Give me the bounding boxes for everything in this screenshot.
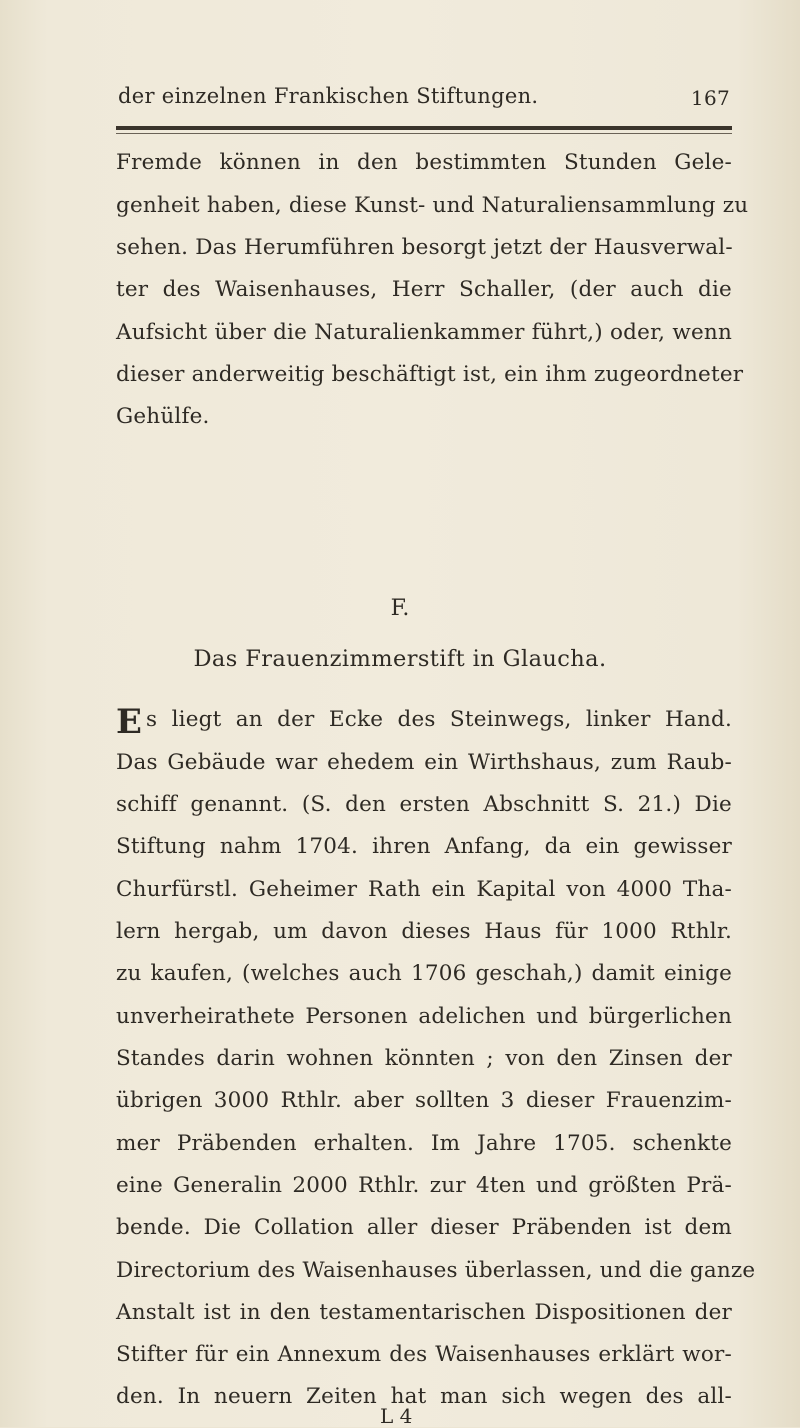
paragraph1-line: Fremde können in den bestimmten Stunden Gele- <box>116 150 732 175</box>
paragraph2-line: s liegt an der Ecke des Steinwegs, linker Hand. <box>146 707 732 732</box>
paragraph2-line: Standes darin wohnen könnten ; von den Zinsen der <box>116 1046 732 1071</box>
running-head-title: der einzelnen Frankischen Stiftungen. <box>118 84 539 108</box>
drop-initial: E <box>116 702 142 742</box>
paragraph2-line: Stifter für ein Annexum des Waisenhauses erklärt wor- <box>116 1342 732 1367</box>
paragraph1-line: ter des Waisenhauses, Herr Schaller, (der auch die <box>116 277 732 302</box>
signature-mark: L 4 <box>380 1404 413 1428</box>
section-letter: F. <box>390 596 410 621</box>
paragraph2-line: bende. Die Collation aller dieser Präbenden ist dem <box>116 1215 732 1240</box>
header-rule-thin <box>116 133 732 134</box>
running-head <box>118 78 730 118</box>
section-title: Das Frauenzimmerstift in Glaucha. <box>193 646 607 672</box>
paragraph1-line: Aufsicht über die Naturalienkammer führt,) oder, wenn <box>116 320 732 345</box>
paragraph2-line: Directorium des Waisenhauses überlassen, und die ganze <box>116 1258 756 1283</box>
paragraph1-line: dieser anderweitig beschäftigt ist, ein ihm zugeordneter <box>116 362 744 387</box>
paragraph2-line: Churfürstl. Geheimer Rath ein Kapital von 4000 Tha- <box>116 877 732 902</box>
paragraph2-line: schiff genannt. (S. den ersten Abschnitt S. 21.) Die <box>116 792 732 817</box>
paragraph2-line: Das Gebäude war ehedem ein Wirthshaus, zum Raub- <box>116 750 732 775</box>
paragraph2-line: übrigen 3000 Rthlr. aber sollten 3 dieser Frauenzim- <box>116 1088 732 1113</box>
paragraph2-line: lern hergab, um davon dieses Haus für 1000 Rthlr. <box>116 919 732 944</box>
paragraph1-line: sehen. Das Herumführen besorgt jetzt der Hausverwal- <box>116 235 733 260</box>
paragraph1-line: genheit haben, diese Kunst- und Naturaliensammlung zu <box>116 193 749 218</box>
paragraph2-line: den. In neuern Zeiten hat man sich wegen des all- <box>116 1384 732 1409</box>
header-rule <box>116 126 732 130</box>
paragraph2-line: mer Präbenden erhalten. Im Jahre 1705. schenkte <box>116 1131 732 1156</box>
paragraph2-line: zu kaufen, (welches auch 1706 geschah,) damit einige <box>116 961 732 986</box>
paragraph2-line: Stiftung nahm 1704. ihren Anfang, da ein gewisser <box>116 834 732 859</box>
paragraph2-line: eine Generalin 2000 Rthlr. zur 4ten und größten Prä- <box>116 1173 732 1198</box>
paragraph1-line: Gehülfe. <box>116 404 210 429</box>
paragraph2-line: unverheirathete Personen adelichen und bürgerlichen <box>116 1004 732 1029</box>
page-number: 167 <box>690 86 730 110</box>
paragraph2-line: Anstalt ist in den testamentarischen Dispositionen der <box>116 1300 732 1325</box>
